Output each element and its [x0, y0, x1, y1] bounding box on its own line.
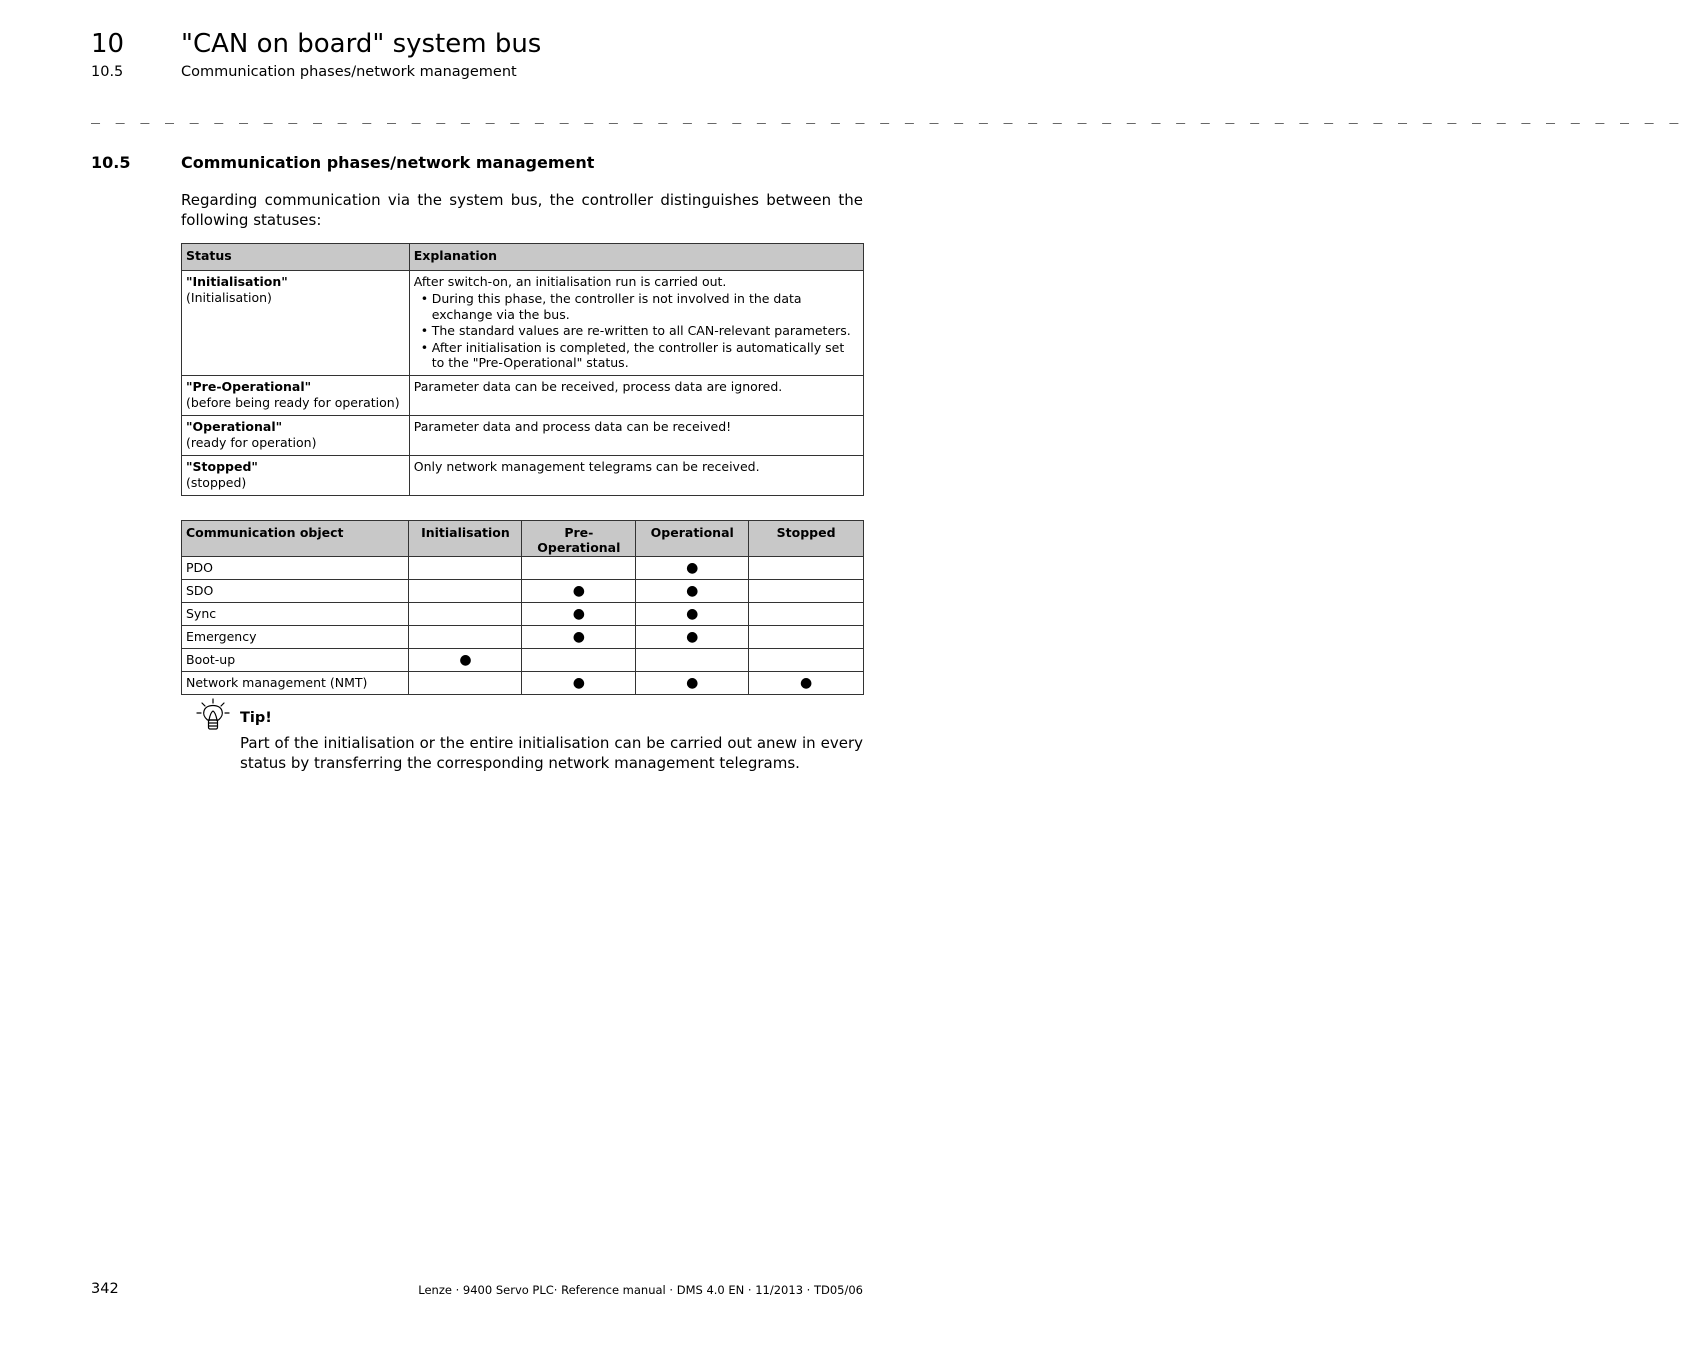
object-name-cell: Boot-up — [182, 649, 409, 672]
column-header: Operational — [636, 521, 749, 557]
table-row — [182, 672, 864, 695]
list-item: • The standard values are re-written to all CAN-relevant parameters. — [432, 323, 859, 339]
object-name-cell: SDO — [182, 580, 409, 603]
intro-paragraph: Regarding communication via the system bus, the controller distinguishes between the following statuses: — [181, 191, 863, 229]
table-row — [182, 626, 864, 649]
status-mark-cell — [409, 649, 522, 672]
explanation-list — [414, 291, 859, 371]
section-title: Communication phases/network management — [181, 153, 595, 172]
status-mark-cell — [636, 672, 749, 695]
status-cell — [182, 271, 410, 376]
object-table-body — [182, 557, 864, 695]
object-table-header — [182, 521, 864, 557]
status-description: (Initialisation) — [186, 290, 272, 305]
dot-mark: ● — [686, 583, 699, 599]
column-header: Pre-Operational — [522, 521, 636, 557]
subsection-number: 10.5 — [91, 64, 124, 80]
table-row — [182, 649, 864, 672]
status-cell — [182, 375, 410, 415]
dot-mark: ● — [572, 629, 585, 645]
object-name-cell: Network management (NMT) — [182, 672, 409, 695]
status-mark-cell — [409, 580, 522, 603]
status-mark-cell — [636, 626, 749, 649]
status-mark-cell — [522, 580, 636, 603]
column-header: Stopped — [749, 521, 864, 557]
status-mark-cell — [636, 580, 749, 603]
chapter-title: "CAN on board" system bus — [181, 29, 542, 59]
status-mark-cell — [749, 603, 864, 626]
table-row — [182, 271, 864, 376]
status-mark-cell — [522, 672, 636, 695]
list-item: • After initialisation is completed, the controller is automatically set to the "Pre-Operational" status. — [432, 340, 859, 371]
status-mark-cell — [749, 649, 864, 672]
explanation-cell: Only network management telegrams can be received. — [409, 455, 863, 495]
object-name-cell: Emergency — [182, 626, 409, 649]
dot-mark: ● — [686, 629, 699, 645]
status-table-header — [182, 244, 864, 271]
column-header: Communication object — [182, 521, 409, 557]
status-cell — [182, 415, 410, 455]
status-mark-cell — [749, 580, 864, 603]
table-row — [182, 455, 864, 495]
dot-mark: ● — [572, 583, 585, 599]
page-number: 342 — [91, 1281, 119, 1297]
status-mark-cell — [409, 557, 522, 580]
chapter-number: 10 — [91, 29, 125, 59]
status-description: (before being ready for operation) — [186, 394, 400, 410]
status-mark-cell — [409, 626, 522, 649]
explanation-cell — [409, 271, 863, 376]
header-divider: _ _ _ _ _ _ _ _ _ _ _ _ _ _ _ _ _ _ _ _ _ _ _ _ _ _ _ _ _ _ _ _ _ _ _ _ _ _ _ _ _ _ _ _ _ _ _ _ _ _ _ _ _ _ _ _ _ _ _ _ _ _ _ _ _ — [91, 106, 1682, 124]
status-mark-cell — [522, 557, 636, 580]
status-mark-cell — [636, 603, 749, 626]
dot-mark: ● — [686, 606, 699, 622]
status-cell — [182, 455, 410, 495]
list-item: • During this phase, the controller is not involved in the data exchange via the bus. — [432, 291, 859, 322]
status-mark-cell — [636, 649, 749, 672]
dot-mark: ● — [686, 560, 699, 576]
status-mark-cell — [749, 557, 864, 580]
status-name: "Operational" — [186, 418, 283, 434]
explanation-cell: Parameter data and process data can be received! — [409, 415, 863, 455]
dot-mark: ● — [459, 652, 472, 668]
communication-object-table — [181, 520, 864, 695]
status-mark-cell — [749, 626, 864, 649]
table-row — [182, 557, 864, 580]
dot-mark: ● — [572, 675, 585, 691]
table-row — [182, 415, 864, 455]
status-mark-cell — [522, 649, 636, 672]
status-table — [181, 243, 864, 496]
status-mark-cell — [749, 672, 864, 695]
column-header: Status — [182, 244, 410, 271]
status-mark-cell — [522, 603, 636, 626]
status-mark-cell — [409, 672, 522, 695]
subsection-title: Communication phases/network management — [181, 64, 517, 80]
status-name: "Pre-Operational" — [186, 378, 312, 394]
explanation-cell: Parameter data can be received, process data are ignored. — [409, 375, 863, 415]
object-name-cell: PDO — [182, 557, 409, 580]
dot-mark: ● — [799, 675, 813, 691]
tip-text: Part of the initialisation or the entire initialisation can be carried out anew in every status by transferring the corresponding network management telegrams. — [240, 734, 863, 772]
status-mark-cell — [522, 626, 636, 649]
status-description: (stopped) — [186, 474, 247, 490]
lightbulb-icon — [196, 698, 230, 732]
table-row — [182, 580, 864, 603]
explanation-text: After switch-on, an initialisation run is carried out. — [413, 274, 727, 289]
status-description: (ready for operation) — [186, 434, 317, 450]
dot-mark: ● — [572, 606, 585, 622]
section-number: 10.5 — [91, 153, 131, 172]
column-header: Initialisation — [409, 521, 522, 557]
status-name: "Initialisation" — [186, 274, 288, 289]
object-name-cell: Sync — [182, 603, 409, 626]
status-name: "Stopped" — [186, 458, 258, 474]
status-mark-cell — [636, 557, 749, 580]
footer-info: Lenze · 9400 Servo PLC· Reference manual · DMS 4.0 EN · 11/2013 · TD05/06 — [418, 1283, 863, 1297]
table-row — [182, 375, 864, 415]
column-header: Explanation — [409, 244, 863, 271]
status-mark-cell — [409, 603, 522, 626]
table-row — [182, 603, 864, 626]
dot-mark: ● — [686, 675, 699, 691]
tip-label: Tip! — [240, 710, 272, 726]
